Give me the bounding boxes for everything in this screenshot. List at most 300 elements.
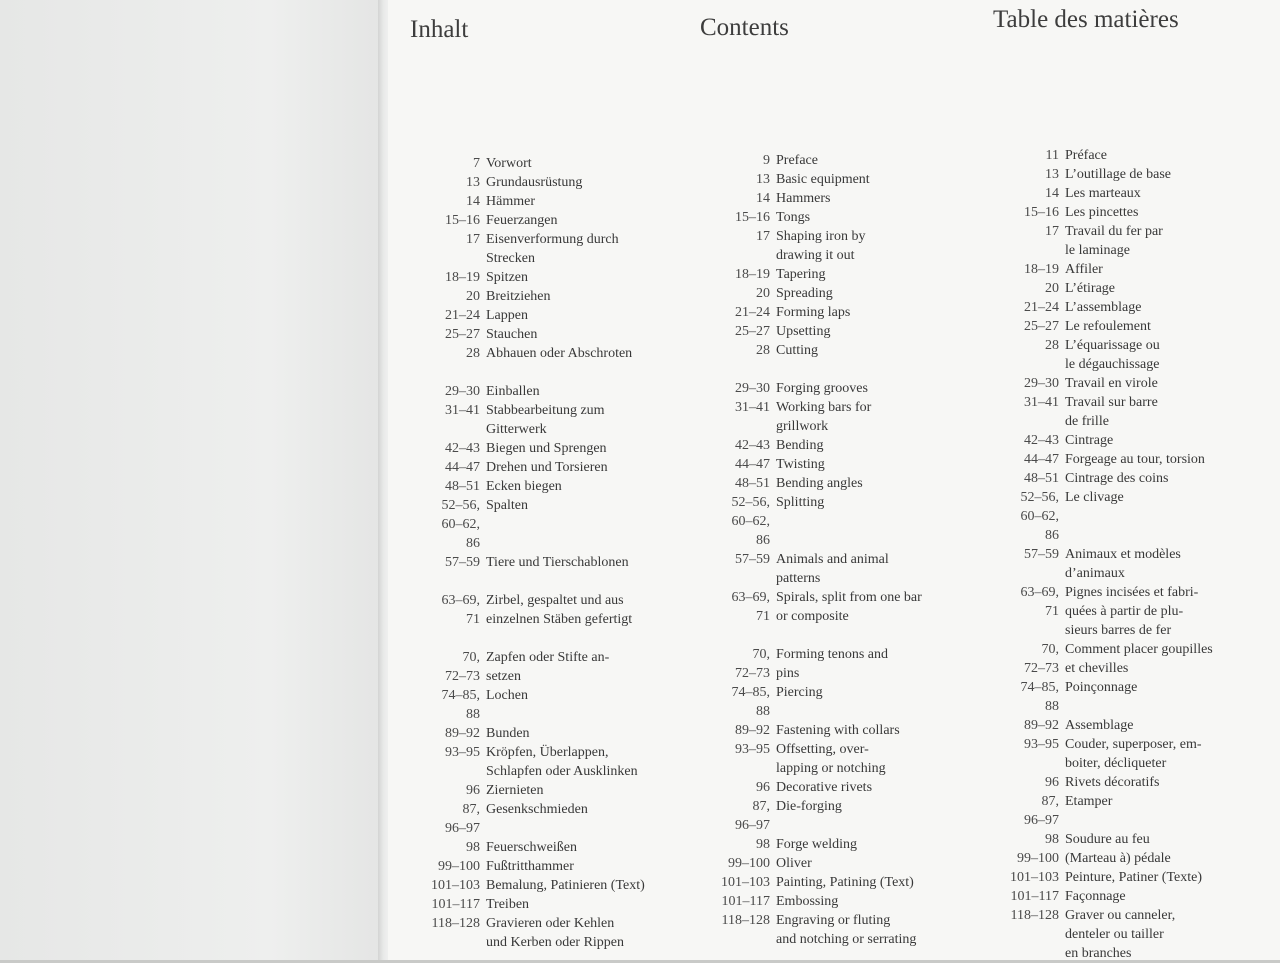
entry-title: Engraving or fluting — [776, 913, 891, 928]
page-number: 86 — [466, 536, 480, 551]
page-number: 96–97 — [735, 818, 770, 833]
toc-entry — [694, 797, 984, 816]
toc-entry — [404, 477, 694, 496]
toc-entry — [694, 189, 984, 208]
page-number: 17 — [1045, 224, 1059, 239]
entry-title: grillwork — [776, 419, 829, 434]
toc-entry — [694, 303, 984, 322]
entry-title: Spitzen — [486, 270, 528, 285]
toc-entry — [694, 436, 984, 455]
toc-entry — [983, 146, 1273, 165]
page-number: 70, — [462, 650, 480, 665]
entry-title: Oliver — [776, 856, 812, 871]
entry-title: Forgeage au tour, torsion — [1065, 452, 1205, 467]
toc-entry — [404, 192, 694, 211]
entry-title: Painting, Patining (Text) — [776, 875, 914, 890]
toc-entry — [404, 610, 694, 629]
page-number: 99–100 — [1017, 851, 1059, 866]
entry-title: Fastening with collars — [776, 723, 900, 738]
entry-title: Stauchen — [486, 327, 538, 342]
entry-title: einzelnen Stäben gefertigt — [486, 612, 633, 627]
page-number: 25–27 — [735, 324, 770, 339]
toc-entry — [694, 816, 984, 835]
toc-entry — [694, 455, 984, 474]
entry-title: Gesenkschmieden — [486, 802, 588, 817]
page-number: 25–27 — [445, 327, 480, 342]
toc-entry — [983, 811, 1273, 830]
toc-entry — [404, 800, 694, 819]
toc-entry — [404, 933, 694, 952]
toc-entry — [983, 279, 1273, 298]
entry-title: Gitterwerk — [486, 422, 547, 437]
page-number: 71 — [1045, 604, 1059, 619]
page-number: 48–51 — [735, 476, 770, 491]
entry-title: Travail en virole — [1065, 376, 1158, 391]
entry-title: Forging grooves — [776, 381, 868, 396]
page-number: 31–41 — [445, 403, 480, 418]
entry-title: Splitting — [776, 495, 825, 510]
entry-title: Soudure au feu — [1065, 832, 1150, 847]
entry-title: Graver ou canneler, — [1065, 908, 1176, 923]
page-number: 74–85, — [731, 685, 770, 700]
page-number: 101–117 — [431, 897, 480, 912]
entry-title: Einballen — [486, 384, 540, 399]
toc-entry — [404, 667, 694, 686]
entry-title: Fußtritthammer — [486, 859, 574, 874]
toc-entry — [694, 854, 984, 873]
page-number: 74–85, — [441, 688, 480, 703]
toc-entry — [404, 306, 694, 325]
toc-entry — [694, 322, 984, 341]
toc-entry — [404, 458, 694, 477]
toc-entry — [404, 249, 694, 268]
heading-english: Contents — [700, 14, 789, 41]
toc-entry — [983, 659, 1273, 678]
toc-entry — [404, 382, 694, 401]
toc-entry — [404, 325, 694, 344]
entry-title: Ecken biegen — [486, 479, 562, 494]
toc-entry — [694, 360, 984, 379]
toc-entry — [404, 591, 694, 610]
toc-entry — [983, 868, 1273, 887]
toc-entry — [694, 531, 984, 550]
toc-entry — [694, 246, 984, 265]
page-number: 21–24 — [1024, 300, 1059, 315]
entry-title: Bending angles — [776, 476, 863, 491]
toc-entry — [404, 781, 694, 800]
entry-title: and notching or serrating — [776, 932, 917, 947]
page-number: 18–19 — [1024, 262, 1059, 277]
toc-entry — [694, 151, 984, 170]
page-number: 101–117 — [1010, 889, 1059, 904]
entry-title: Biegen und Sprengen — [486, 441, 607, 456]
page-number: 7 — [473, 156, 480, 171]
toc-entry — [404, 648, 694, 667]
toc-entry — [983, 602, 1273, 621]
page-number: 99–100 — [438, 859, 480, 874]
page-number: 89–92 — [735, 723, 770, 738]
toc-entry — [694, 550, 984, 569]
toc-entry — [404, 838, 694, 857]
page-number: 28 — [756, 343, 770, 358]
toc-entry — [983, 298, 1273, 317]
page-number: 15–16 — [445, 213, 480, 228]
page-number: 14 — [756, 191, 770, 206]
page-number: 52–56, — [731, 495, 770, 510]
entry-title: Tapering — [776, 267, 826, 282]
toc-entry — [983, 526, 1273, 545]
entry-title: Assemblage — [1065, 718, 1134, 733]
toc-entry — [983, 640, 1273, 659]
entry-title: Cutting — [776, 343, 819, 358]
toc-entry — [694, 759, 984, 778]
entry-title: Travail du fer par — [1065, 224, 1163, 239]
page-number: 60–62, — [1020, 509, 1059, 524]
toc-entry — [983, 203, 1273, 222]
toc-entry — [404, 553, 694, 572]
toc-entry — [983, 925, 1273, 944]
toc-entry — [983, 469, 1273, 488]
page-number: 14 — [1045, 186, 1059, 201]
page-number: 13 — [466, 175, 480, 190]
toc-entry — [694, 284, 984, 303]
page-number: 101–117 — [721, 894, 770, 909]
page-number: 20 — [466, 289, 480, 304]
entry-title: Basic equipment — [776, 172, 870, 187]
page-number: 63–69, — [1020, 585, 1059, 600]
toc-entry — [404, 534, 694, 553]
page-number: 25–27 — [1024, 319, 1059, 334]
entry-title: pins — [776, 666, 800, 681]
entry-title: Etamper — [1065, 794, 1113, 809]
toc-entry — [694, 379, 984, 398]
entry-title: Travail sur barre — [1065, 395, 1158, 410]
toc-column-german — [404, 154, 694, 952]
toc-entry — [694, 702, 984, 721]
entry-title: le laminage — [1065, 243, 1130, 258]
page-number: 57–59 — [445, 555, 480, 570]
toc-entry — [983, 906, 1273, 925]
toc-entry — [983, 222, 1273, 241]
toc-entry — [694, 835, 984, 854]
toc-entry — [983, 792, 1273, 811]
toc-entry — [404, 686, 694, 705]
page-number: 88 — [756, 704, 770, 719]
page-number: 60–62, — [441, 517, 480, 532]
page-number: 44–47 — [1024, 452, 1059, 467]
toc-entry — [983, 184, 1273, 203]
toc-entry — [983, 621, 1273, 640]
page-number: 118–128 — [431, 916, 480, 931]
toc-entry — [694, 417, 984, 436]
page-number: 48–51 — [1024, 471, 1059, 486]
toc-entry — [694, 930, 984, 949]
toc-entry — [983, 564, 1273, 583]
page-number: 93–95 — [445, 745, 480, 760]
toc-entry — [983, 678, 1273, 697]
page-number: 42–43 — [1024, 433, 1059, 448]
entry-title: Bending — [776, 438, 824, 453]
page-number: 96–97 — [1024, 813, 1059, 828]
entry-title: Poinçonnage — [1065, 680, 1138, 695]
toc-entry — [404, 287, 694, 306]
toc-entry — [404, 629, 694, 648]
entry-title: patterns — [776, 571, 821, 586]
page-number: 96 — [1045, 775, 1059, 790]
toc-entry — [404, 401, 694, 420]
entry-title: Peinture, Patiner (Texte) — [1065, 870, 1203, 885]
entry-title: Upsetting — [776, 324, 831, 339]
page-number: 87, — [462, 802, 480, 817]
toc-entry — [983, 583, 1273, 602]
entry-title: Animals and animal — [776, 552, 889, 567]
entry-title: Gravieren oder Kehlen — [486, 916, 615, 931]
entry-title: Spirals, split from one bar — [776, 590, 922, 605]
toc-entry — [983, 849, 1273, 868]
toc-entry — [983, 241, 1273, 260]
entry-title: sieurs barres de fer — [1065, 623, 1172, 638]
entry-title: Rivets décoratifs — [1065, 775, 1160, 790]
page-number: 14 — [466, 194, 480, 209]
entry-title: Offsetting, over- — [776, 742, 869, 757]
toc-entry — [694, 493, 984, 512]
entry-title: lapping or notching — [776, 761, 886, 776]
page-number: 15–16 — [1024, 205, 1059, 220]
entry-title: Les pincettes — [1065, 205, 1139, 220]
toc-entry — [694, 645, 984, 664]
page-number: 42–43 — [445, 441, 480, 456]
page-number: 31–41 — [735, 400, 770, 415]
toc-entry — [404, 211, 694, 230]
toc-entry — [983, 431, 1273, 450]
toc-entry — [694, 474, 984, 493]
toc-entry — [404, 363, 694, 382]
toc-entry — [694, 626, 984, 645]
entry-title: Feuerzangen — [486, 213, 558, 228]
entry-title: boiter, décliqueter — [1065, 756, 1167, 771]
toc-entry — [404, 420, 694, 439]
toc-entry — [983, 773, 1273, 792]
entry-title: Eisenverformung durch — [486, 232, 619, 247]
toc-entry — [694, 588, 984, 607]
toc-entry — [404, 344, 694, 363]
entry-title: le dégauchissage — [1065, 357, 1160, 372]
toc-entry — [983, 507, 1273, 526]
page-number: 57–59 — [1024, 547, 1059, 562]
page-number: 72–73 — [735, 666, 770, 681]
page-number: 31–41 — [1024, 395, 1059, 410]
toc-entry — [983, 336, 1273, 355]
toc-entry — [404, 154, 694, 173]
page-number: 44–47 — [735, 457, 770, 472]
entry-title: Grundausrüstung — [486, 175, 583, 190]
entry-title: Affiler — [1065, 262, 1103, 277]
toc-entry — [404, 515, 694, 534]
toc-entry — [404, 743, 694, 762]
entry-title: Hammers — [776, 191, 831, 206]
entry-title: quées à partir de plu- — [1065, 604, 1184, 619]
entry-title: Forming tenons and — [776, 647, 888, 662]
toc-entry — [694, 569, 984, 588]
entry-title: Comment placer goupilles — [1065, 642, 1213, 657]
entry-title: Animaux et modèles — [1065, 547, 1181, 562]
entry-title: Preface — [776, 153, 818, 168]
toc-entry — [404, 876, 694, 895]
entry-title: en branches — [1065, 946, 1132, 961]
entry-title: Embossing — [776, 894, 839, 909]
entry-title: Cintrage des coins — [1065, 471, 1169, 486]
toc-entry — [404, 857, 694, 876]
toc-entry — [404, 230, 694, 249]
page-number: 87, — [752, 799, 770, 814]
toc-entry — [694, 740, 984, 759]
page-number: 71 — [466, 612, 480, 627]
heading-french: Table des matières — [993, 6, 1179, 33]
entry-title: Working bars for — [776, 400, 872, 415]
toc-entry — [983, 697, 1273, 716]
toc-entry — [694, 911, 984, 930]
toc-entry — [694, 683, 984, 702]
entry-title: L’assemblage — [1065, 300, 1142, 315]
toc-entry — [694, 208, 984, 227]
page-number: 96 — [466, 783, 480, 798]
page-number: 18–19 — [445, 270, 480, 285]
toc-column-french — [983, 146, 1273, 963]
toc-entry — [983, 887, 1273, 906]
page-number: 17 — [756, 229, 770, 244]
toc-entry — [694, 398, 984, 417]
toc-entry — [983, 412, 1273, 431]
page-number: 52–56, — [441, 498, 480, 513]
entry-title: Les marteaux — [1065, 186, 1141, 201]
page-number: 96 — [756, 780, 770, 795]
entry-title: Le clivage — [1065, 490, 1124, 505]
toc-entry — [404, 173, 694, 192]
toc-entry — [694, 664, 984, 683]
entry-title: Lappen — [486, 308, 528, 323]
page-number: 96–97 — [445, 821, 480, 836]
toc-entry — [983, 735, 1273, 754]
entry-title: Bunden — [486, 726, 530, 741]
toc-entry — [404, 705, 694, 724]
toc-entry — [694, 170, 984, 189]
toc-entry — [694, 892, 984, 911]
page-number: 86 — [756, 533, 770, 548]
entry-title: Vorwort — [486, 156, 532, 171]
entry-title: Twisting — [776, 457, 825, 472]
toc-entry — [694, 341, 984, 360]
toc-entry — [404, 439, 694, 458]
page-number: 118–128 — [1010, 908, 1059, 923]
toc-entry — [983, 165, 1273, 184]
page-number: 101–103 — [1010, 870, 1059, 885]
toc-entry — [983, 944, 1273, 963]
entry-title: Couder, superposer, em- — [1065, 737, 1202, 752]
toc-entry — [694, 265, 984, 284]
page-number: 63–69, — [441, 593, 480, 608]
page-number: 15–16 — [735, 210, 770, 225]
entry-title: und Kerben oder Rippen — [486, 935, 625, 950]
toc-entry — [983, 488, 1273, 507]
page-number: 29–30 — [735, 381, 770, 396]
page-number: 11 — [1045, 148, 1059, 163]
toc-entry — [983, 830, 1273, 849]
page-number: 88 — [466, 707, 480, 722]
entry-title: d’animaux — [1065, 566, 1125, 581]
entry-title: Hämmer — [486, 194, 535, 209]
toc-entry — [694, 721, 984, 740]
entry-title: Breitziehen — [486, 289, 551, 304]
entry-title: L’outillage de base — [1065, 167, 1172, 182]
toc-entry — [694, 512, 984, 531]
page-number: 21–24 — [735, 305, 770, 320]
page-number: 60–62, — [731, 514, 770, 529]
entry-title: Bemalung, Patinieren (Text) — [486, 878, 645, 893]
entry-title: Tongs — [776, 210, 811, 225]
entry-title: Préface — [1065, 148, 1107, 163]
page-number: 44–47 — [445, 460, 480, 475]
page-number: 118–128 — [721, 913, 770, 928]
heading-german: Inhalt — [410, 16, 469, 43]
entry-title: Ziernieten — [486, 783, 544, 798]
page-number: 28 — [466, 346, 480, 361]
entry-title: setzen — [486, 669, 521, 684]
page-number: 9 — [763, 153, 770, 168]
page-number: 99–100 — [728, 856, 770, 871]
toc-entry — [983, 260, 1273, 279]
entry-title: Die-forging — [776, 799, 842, 814]
toc-entry — [404, 762, 694, 781]
entry-title: de frille — [1065, 414, 1109, 429]
page-number: 71 — [756, 609, 770, 624]
toc-entry — [983, 374, 1273, 393]
entry-title: or composite — [776, 609, 849, 624]
entry-title: Cintrage — [1065, 433, 1114, 448]
page-number: 98 — [756, 837, 770, 852]
entry-title: Le refoulement — [1065, 319, 1151, 334]
page-number: 57–59 — [735, 552, 770, 567]
page-number: 98 — [1045, 832, 1059, 847]
toc-entry — [404, 496, 694, 515]
entry-title: Forming laps — [776, 305, 851, 320]
entry-title: Feuerschweißen — [486, 840, 577, 855]
toc-entry — [404, 914, 694, 933]
entry-title: Forge welding — [776, 837, 858, 852]
page-number: 18–19 — [735, 267, 770, 282]
page-number: 52–56, — [1020, 490, 1059, 505]
entry-title: Schlapfen oder Ausklinken — [486, 764, 638, 779]
entry-title: Strecken — [486, 251, 535, 266]
toc-entry — [983, 754, 1273, 773]
entry-title: Shaping iron by — [776, 229, 866, 244]
entry-title: Kröpfen, Überlappen, — [486, 745, 609, 760]
toc-entry — [694, 778, 984, 797]
page-number: 72–73 — [1024, 661, 1059, 676]
page-number: 42–43 — [735, 438, 770, 453]
page-number: 20 — [756, 286, 770, 301]
toc-entry — [404, 895, 694, 914]
entry-title: Stabbearbeitung zum — [486, 403, 605, 418]
entry-title: L’étirage — [1065, 281, 1116, 296]
entry-title: Abhauen oder Abschroten — [486, 346, 633, 361]
toc-entry — [404, 724, 694, 743]
toc-entry — [694, 873, 984, 892]
page-number: 86 — [1045, 528, 1059, 543]
page-number: 93–95 — [735, 742, 770, 757]
entry-title: Spreading — [776, 286, 833, 301]
toc-entry — [983, 317, 1273, 336]
entry-title: drawing it out — [776, 248, 855, 263]
